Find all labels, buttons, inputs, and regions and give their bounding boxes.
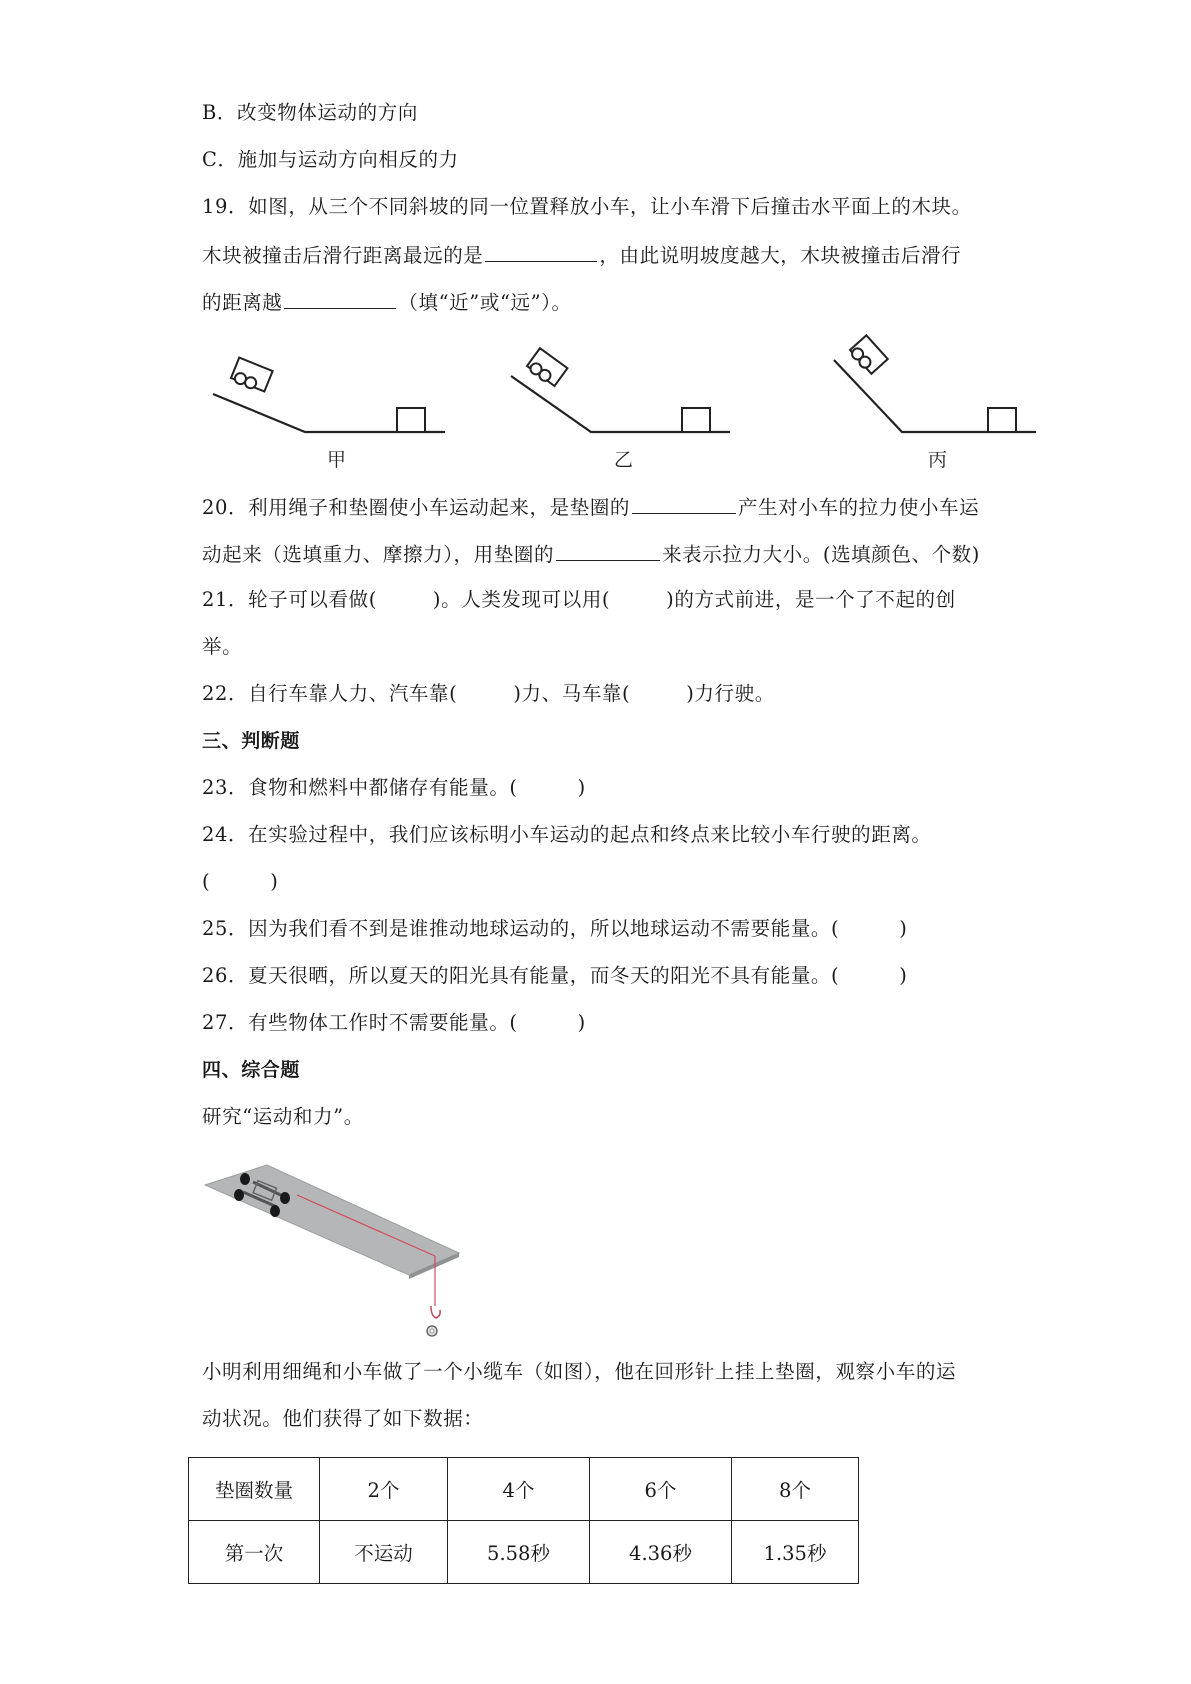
q25-line	[202, 914, 907, 944]
cart-yi	[526, 348, 568, 388]
q26-close-paren: )	[899, 964, 908, 987]
q20-line2-text-b: 来表示拉力大小。(选填颜色、个数)	[662, 543, 980, 566]
q23-close-paren: )	[577, 776, 586, 799]
slope-figure-jia	[205, 350, 445, 480]
block-yi	[682, 408, 710, 432]
table-header-row	[189, 1458, 859, 1521]
label-bing: 丙	[928, 449, 948, 471]
section4-title: 四、综合题	[202, 1059, 301, 1081]
q20-line2	[202, 538, 980, 570]
q20-line1	[202, 491, 979, 523]
section3-title: 三、判断题	[202, 730, 301, 752]
q22-text-a: 22．自行车靠人力、汽车靠(	[202, 682, 458, 705]
table-cell: 5.58秒	[448, 1521, 590, 1584]
label-yi: 乙	[614, 449, 634, 471]
q19-line2-text-b: ，由此说明坡度越大，木块被撞击后滑行	[599, 244, 962, 267]
q27-text: 27．有些物体工作时不需要能量。(	[202, 1011, 518, 1034]
q19-line2-text-a: 木块被撞击后滑行距离最远的是	[202, 244, 484, 267]
q22-line	[202, 679, 775, 709]
table-cell: 1.35秒	[732, 1521, 859, 1584]
label-jia: 甲	[327, 449, 347, 471]
q21-line2: 举。	[202, 635, 243, 658]
q19-blank-2[interactable]	[284, 286, 396, 309]
q18-option-b: B．改变物体运动的方向	[202, 101, 418, 124]
cable-car-figure	[205, 1160, 475, 1350]
cart-jia	[230, 358, 273, 394]
block-bing	[988, 408, 1016, 432]
q26-text: 26．夏天很晒，所以夏天的阳光具有能量，而冬天的阳光不具有能量。(	[202, 964, 840, 987]
table-header-cell: 6个	[590, 1458, 732, 1521]
q27-line	[202, 1008, 586, 1038]
q19-line3-text-a: 的距离越	[202, 291, 283, 314]
q25-close-paren: )	[899, 917, 908, 940]
q20-line2-text-a: 动起来（选填重力、摩擦力），用垫圈的	[202, 543, 555, 566]
q26-line	[202, 961, 907, 991]
q19-line2	[202, 239, 961, 271]
q20-line1-text-a: 20．利用绳子和垫圈使小车运动起来，是垫圈的	[202, 496, 631, 519]
q21-text-b: )。人类发现可以用(	[432, 588, 611, 611]
q18-option-c: C．施加与运动方向相反的力	[202, 148, 459, 171]
q21-text-a: 21．轮子可以看做(	[202, 588, 377, 611]
table-cell: 不运动	[320, 1521, 448, 1584]
q27-close-paren: )	[577, 1011, 586, 1034]
section4-desc-line2: 动状况。他们获得了如下数据：	[202, 1407, 484, 1430]
table-row	[189, 1521, 859, 1584]
q25-text: 25．因为我们看不到是谁推动地球运动的，所以地球运动不需要能量。(	[202, 917, 840, 940]
q23-line	[202, 773, 586, 803]
q23-text: 23．食物和燃料中都储存有能量。(	[202, 776, 518, 799]
q21-line1	[202, 585, 956, 615]
table-cell: 4.36秒	[590, 1521, 732, 1584]
q20-line1-text-b: 产生对小车的拉力使小车运	[738, 496, 980, 519]
table-cell: 第一次	[189, 1521, 320, 1584]
table-header-cell: 8个	[732, 1458, 859, 1521]
q19-line3-text-b: （填“近”或“远”）。	[398, 291, 572, 314]
block-jia	[397, 408, 425, 432]
q22-text-b: )力、马车靠(	[513, 682, 631, 705]
cart-bing	[848, 335, 888, 375]
slope-figure-yi	[507, 350, 747, 480]
q20-blank-2[interactable]	[556, 538, 660, 561]
slope-figure-bing	[826, 340, 1066, 470]
q22-text-c: )力行驶。	[686, 682, 775, 705]
q24-open-paren: (	[202, 870, 211, 893]
washer-data-table	[188, 1457, 859, 1584]
q19-line3	[202, 286, 572, 318]
q20-blank-1[interactable]	[632, 491, 736, 514]
q21-text-c: )的方式前进，是一个了不起的创	[666, 588, 956, 611]
q24-line1: 24．在实验过程中，我们应该标明小车运动的起点和终点来比较小车行驶的距离。	[202, 823, 932, 846]
q24-close-paren: )	[270, 870, 279, 893]
table-header-cell: 2个	[320, 1458, 448, 1521]
section4-desc-line1: 小明利用细绳和小车做了一个小缆车（如图），他在回形针上挂上垫圈，观察小车的运	[202, 1360, 957, 1383]
washer-icon	[427, 1326, 437, 1336]
q24-line2	[202, 867, 278, 897]
section4-intro: 研究“运动和力”。	[202, 1105, 364, 1128]
table-header-cell: 垫圈数量	[189, 1458, 320, 1521]
paperclip-icon	[431, 1306, 440, 1318]
table-header-cell: 4个	[448, 1458, 590, 1521]
q19-blank-1[interactable]	[485, 239, 597, 262]
q19-line1: 19．如图，从三个不同斜坡的同一位置释放小车，让小车滑下后撞击水平面上的木块。	[202, 195, 972, 218]
